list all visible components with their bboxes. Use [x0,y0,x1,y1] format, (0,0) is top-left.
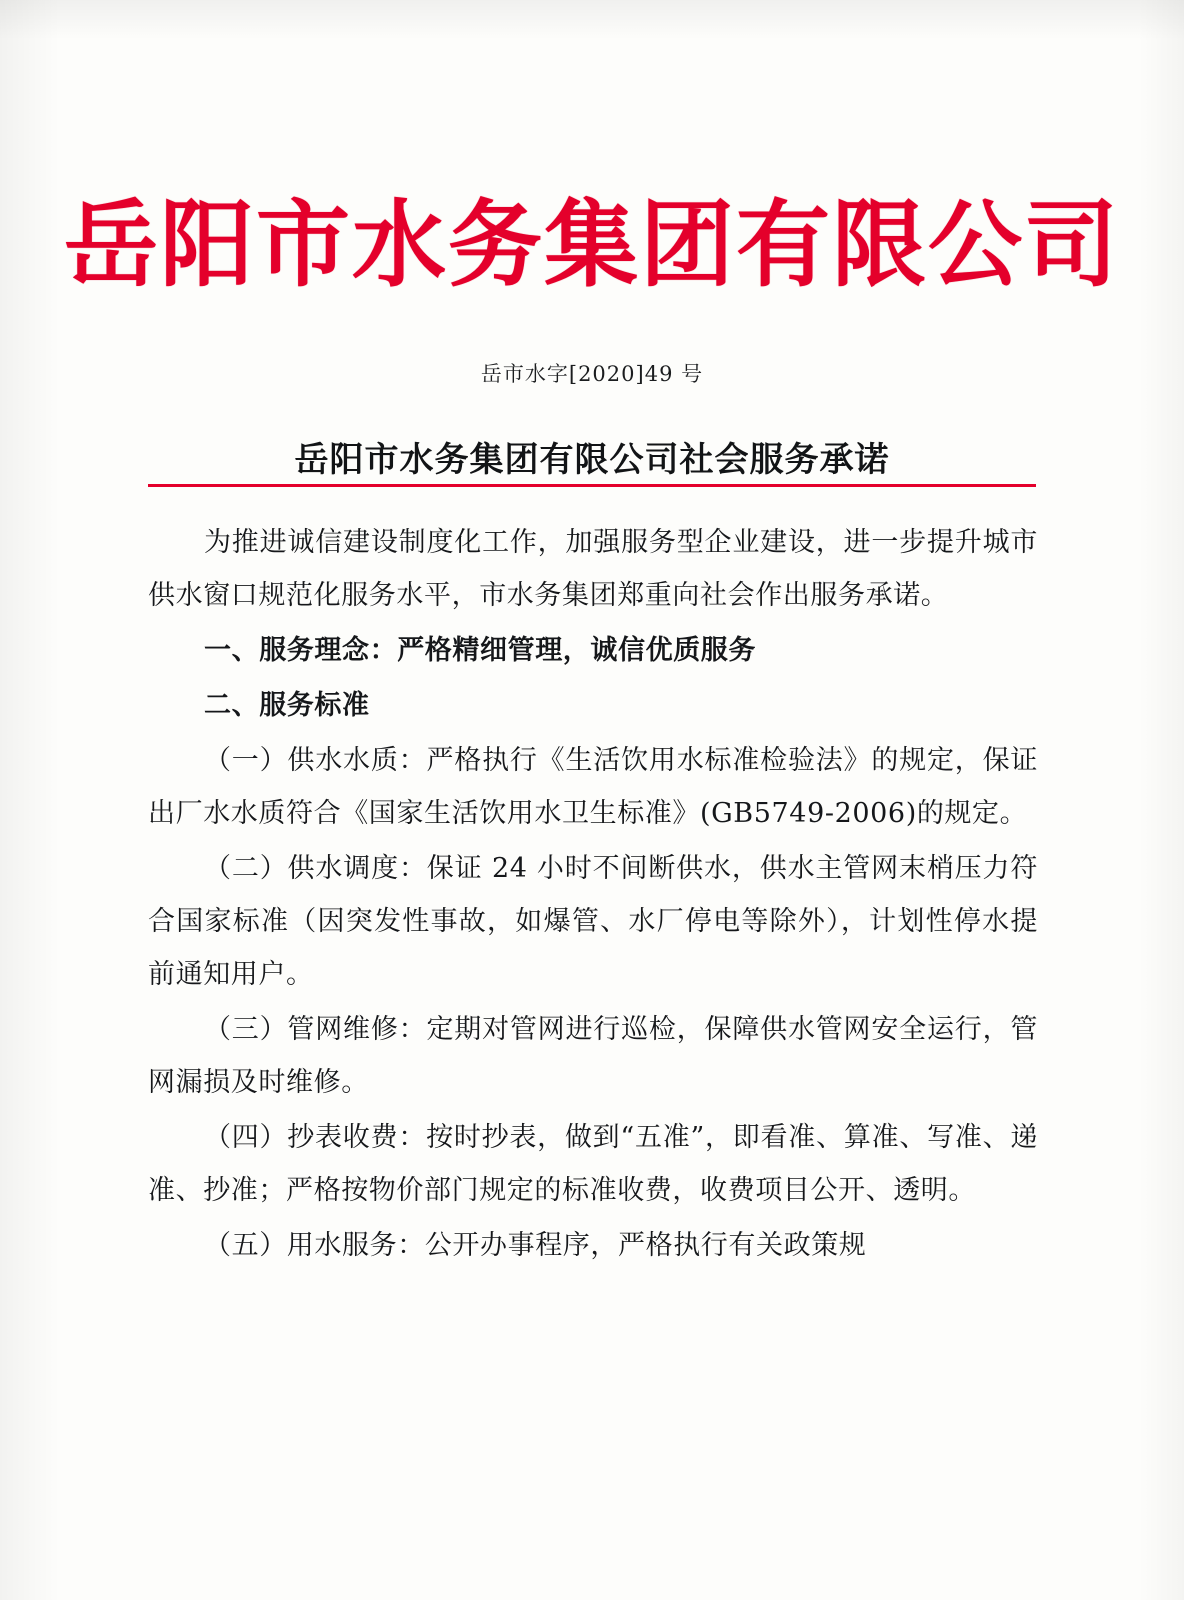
document-title: 岳阳市水务集团有限公司社会服务承诺 [294,440,890,480]
paragraph-service-standards-heading: 二、服务标准 [204,690,370,721]
document-number: 岳市水字[2020]49 号 [480,362,704,386]
red-divider-rule [148,484,1036,487]
scan-edge-shading-top [0,0,1184,40]
company-letterhead-title: 岳阳市水务集团有限公司 [63,190,1120,300]
paragraph-service-philosophy: 一、服务理念：严格精细管理，诚信优质服务 [204,635,756,666]
paragraph-item-water-service: （五）用水服务：公开办事程序，严格执行有关政策规 [204,1230,867,1261]
document-body [148,516,1038,1274]
paragraph-item-pipe-maintenance: （三）管网维修：定期对管网进行巡检，保障供水管网安全运行，管网漏损及时维修。 [148,1014,1038,1098]
paragraph-item-meter-reading-fees: （四）抄表收费：按时抄表，做到“五准”，即看准、算准、写准、递准、抄准；严格按物价部门规定的标准收费，收费项目公开、透明。 [148,1122,1038,1206]
paragraph-intro: 为推进诚信建设制度化工作，加强服务型企业建设，进一步提升城市供水窗口规范化服务水平，市水务集团郑重向社会作出服务承诺。 [148,527,1038,611]
paragraph-item-water-dispatch: （二）供水调度：保证 24 小时不间断供水，供水主管网末梢压力符合国家标准（因突发性事故，如爆管、水厂停电等除外），计划性停水提前通知用户。 [148,853,1038,990]
paragraph-item-water-quality: （一）供水水质：严格执行《生活饮用水标准检验法》的规定，保证出厂水水质符合《国家生活饮用水卫生标准》(GB5749-2006)的规定。 [148,745,1038,829]
